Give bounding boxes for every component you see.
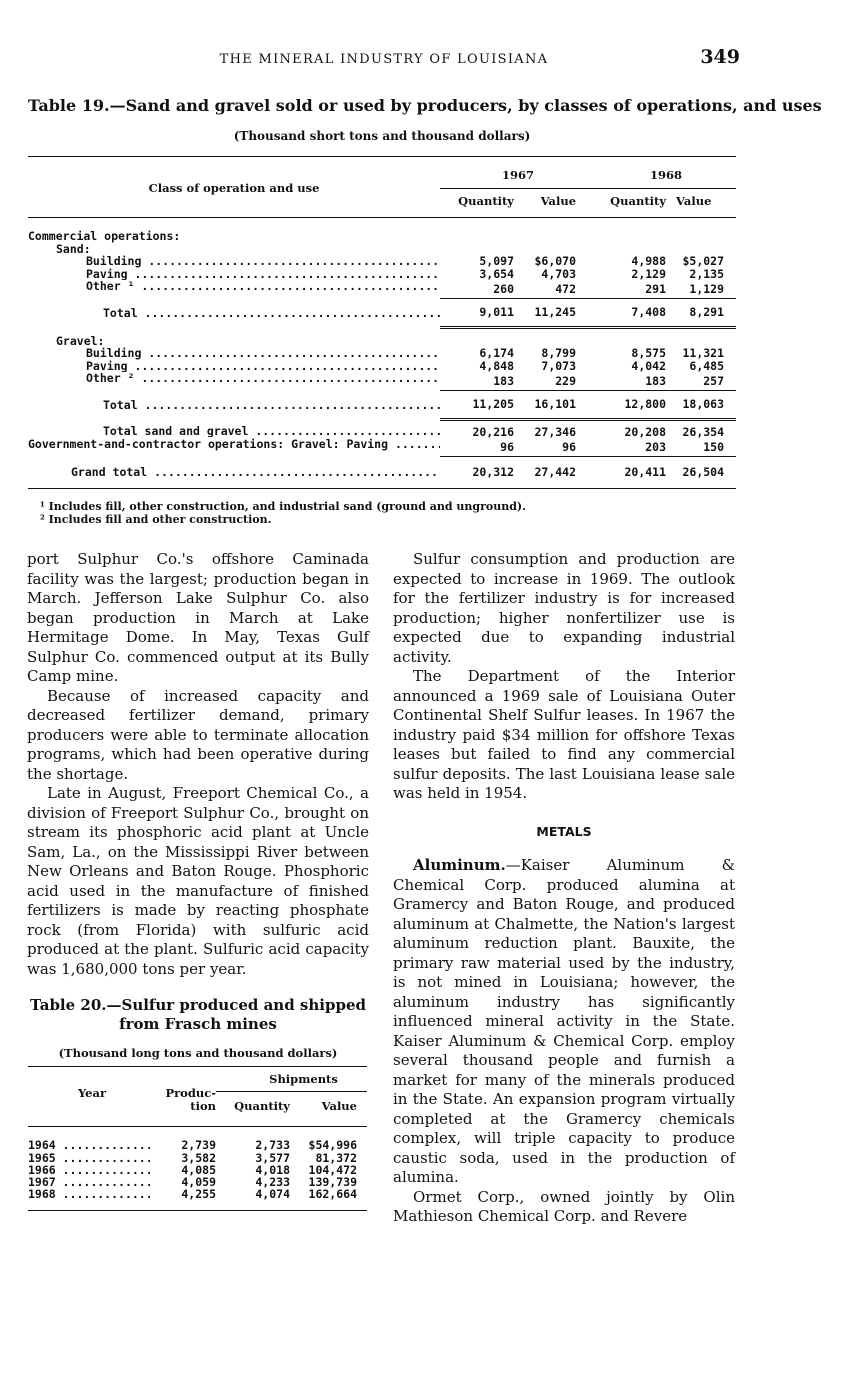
row-label: Building ..... [86,255,440,268]
cell: 7,408 [576,299,666,328]
row-label: Other ¹ ..... [86,280,440,293]
table20-col-value: Value [290,1092,367,1127]
table-row [28,299,736,328]
footnote-2: ² Includes fill and other construction. [40,513,272,526]
cell: 257 [703,373,725,388]
cell: 16,101 [514,391,576,420]
table20-unit: (Thousand long tons and thousand dollars) [58,1046,338,1060]
cell: 20,216 [472,424,514,439]
page-number: 349 [700,46,740,68]
paragraph: The Department of the Interior announced a 1969 sale of Louisiana Outer Continental Shelf Sulfur leases. In 1967 the industry paid $34 million for offshore Texas leases but failed to find any commercial sulfur deposits. The last Louisiana lease sale was held in 1954. [393,667,735,802]
cell: 4,233 [255,1175,290,1190]
cell [28,1188,156,1200]
table-row [28,438,736,457]
table19-year-1968: 1968 [576,157,736,189]
cell: 11,245 [514,299,576,328]
row-label: Building ..... [86,347,440,360]
table20-col-year: Year [28,1067,156,1127]
cell: 4,988 [631,254,667,268]
table20-title: Table 20.—Sulfur produced and shipped from Frasch mines [30,996,366,1033]
cell: 3,654 [479,266,514,281]
table-row [28,268,736,281]
row-label: 1964 ..... [28,1139,150,1151]
cell: 5,097 [479,254,514,268]
table19-title: Table 19.—Sand and gravel sold or used by producers, by classes of operations, and uses [28,96,822,115]
cell: 4,085 [181,1162,216,1177]
table-row [28,280,736,299]
cell: 162,664 [308,1187,357,1202]
right-column [393,550,735,1227]
table-row [28,1139,367,1151]
cell [28,1152,156,1164]
table19-col-quantity-1968: Quantity [576,188,666,218]
table19-col-class: Class of operation and use [28,157,440,218]
cell: 1,129 [689,281,725,296]
cell: 203 [645,439,667,454]
table19-col-value-1968: Value [666,188,736,218]
row-label: Grand total ..... [71,466,440,479]
row-label: Total ..... [103,399,440,412]
cell: 229 [555,373,577,388]
cell: 4,848 [479,358,514,373]
table20-col-quantity: Quantity [216,1092,290,1127]
cell [28,1139,156,1151]
cell: 11,205 [440,391,514,420]
cell: 6,485 [689,358,725,373]
cell: 20,312 [440,457,514,489]
cell: 4,255 [181,1187,216,1202]
cell: 183 [493,373,514,388]
row-label: Government-and-contractor operations: Gravel: Paving ..... [28,438,440,451]
table19-col-quantity-1967: Quantity [440,188,514,218]
footnote-1: ¹ Includes fill, other construction, and industrial sand (ground and unground). [40,500,526,513]
table-row [28,391,736,420]
cell: 4,059 [181,1175,216,1190]
cell: 183 [645,373,667,388]
table-row [28,1152,367,1164]
cell: 9,011 [440,299,514,328]
paragraph: Sulfur consumption and production are expected to increase in 1969. The outlook for the fertilizer industry is for increased production; higher nonfertilizer use is expected due to expanding industrial activity. [393,550,735,666]
table19-year-1967: 1967 [440,157,576,189]
cell: 3,577 [255,1150,290,1165]
cell: 12,800 [576,391,666,420]
cell: 4,042 [631,358,667,373]
table19-unit: (Thousand short tons and thousand dollars) [233,129,531,143]
cell: 8,799 [541,346,577,360]
table-row [28,1188,367,1200]
table-row [28,457,736,489]
cell: $5,027 [682,254,725,268]
table-row [28,347,736,360]
cell: 7,073 [541,358,577,373]
paragraph: port Sulphur Co.'s offshore Caminada facility was the largest; production began in March. Jefferson Lake Sulphur Co. also began production in March at Lake Hermitage Dome. In May, Texas Gulf Sulphur Co. commenced output at its Bully Camp mine. [27,550,369,685]
paragraph [393,856,735,1188]
row-label: 1968 ..... [28,1188,150,1200]
table20-col-shipments: Shipments [216,1067,367,1092]
cell [28,1164,156,1176]
cell: 11,321 [682,346,725,360]
row-label: Total sand and gravel ..... [103,425,440,438]
page-header [28,48,740,72]
gravel-heading: Gravel: [56,333,105,348]
table19 [28,156,736,489]
cell: 8,575 [631,346,667,360]
cell: $54,996 [308,1138,357,1153]
cell: 27,442 [514,457,576,489]
cell [28,1176,156,1188]
cell: 96 [500,439,514,454]
table-row [28,255,736,268]
paragraph-text: —Kaiser Aluminum & Chemical Corp. produced alumina at Gramercy and Baton Rouge, and produced aluminum at Chalmette, the Nation's largest aluminum reduction plant. Bauxite, the primary raw material used by the industry, is not mined in Louisiana; however, the aluminum industry has significantly influenced mineral activity in the State. Kaiser Aluminum & Chemical Corp. employ several thousand people and furnish a market for many of the minerals produced in the State. An expansion program virtually completed at the Gramercy chemicals complex, will triple capacity to produce caustic soda, used in the production of alumina. [393,856,735,1186]
cell: 472 [555,281,577,296]
cell: 8,291 [666,299,724,328]
cell: 104,472 [308,1162,357,1177]
cell: 4,018 [255,1162,290,1177]
cell: 26,354 [682,424,725,439]
row-label: 1966 ..... [28,1164,150,1176]
cell: 26,504 [666,457,724,489]
cell: 291 [645,281,667,296]
cell: 150 [703,439,725,454]
cell: 139,739 [308,1175,357,1190]
paragraph: Because of increased capacity and decreased fertilizer demand, primary producers were able to terminate allocation programs, which had been operative during the shortage. [27,686,369,783]
commercial-operations-heading: Commercial operations: [28,229,181,243]
row-label: 1965 ..... [28,1152,150,1164]
paragraph: Ormet Corp., owned jointly by Olin Mathieson Chemical Corp. and Revere [393,1187,735,1225]
cell: 4,703 [541,266,577,281]
cell: 2,135 [689,266,725,281]
cell: 6,174 [479,346,514,360]
cell: 81,372 [315,1150,357,1165]
row-label: Total ..... [103,307,440,320]
running-title: THE MINERAL INDUSTRY OF LOUISIANA [219,52,549,67]
left-column [27,550,369,979]
sand-heading: Sand: [56,241,91,256]
cell: 20,208 [624,424,667,439]
table20-col-production: Produc-tion [156,1067,216,1127]
cell: 96 [562,439,577,454]
table-row [28,372,736,391]
table19-col-value-1967: Value [514,188,576,218]
cell: 2,733 [255,1138,290,1153]
cell: 27,346 [534,424,577,439]
row-label: 1967 ..... [28,1176,150,1188]
aluminum-lead: Aluminum. [413,856,506,874]
cell: $6,070 [534,254,577,268]
cell: 4,074 [255,1187,290,1202]
cell: 2,129 [631,266,667,281]
cell: 2,739 [181,1138,216,1153]
table-row [28,419,736,438]
cell: 20,411 [576,457,666,489]
paragraph: Late in August, Freeport Chemical Co., a division of Freeport Sulphur Co., brought on stream its phosphoric acid plant at Uncle Sam, La., on the Mississippi River between New Orleans and Baton Rouge. Phosphoric acid used in the manufacture of finished fertilizers is made by reacting phosphate rock (from Florida) with sulfuric acid produced at the plant. Sulfuric acid capacity was 1,680,000 tons per year. [27,784,369,978]
table20 [28,1066,367,1211]
cell: 18,063 [666,391,724,420]
row-label: Other ² ..... [86,372,440,385]
table-row [28,360,736,373]
cell: 3,582 [181,1150,216,1165]
row-label: Paving ..... [86,360,440,373]
row-label: Paving ..... [86,268,440,281]
metals-heading: METALS [536,823,592,839]
cell: 260 [493,281,514,296]
